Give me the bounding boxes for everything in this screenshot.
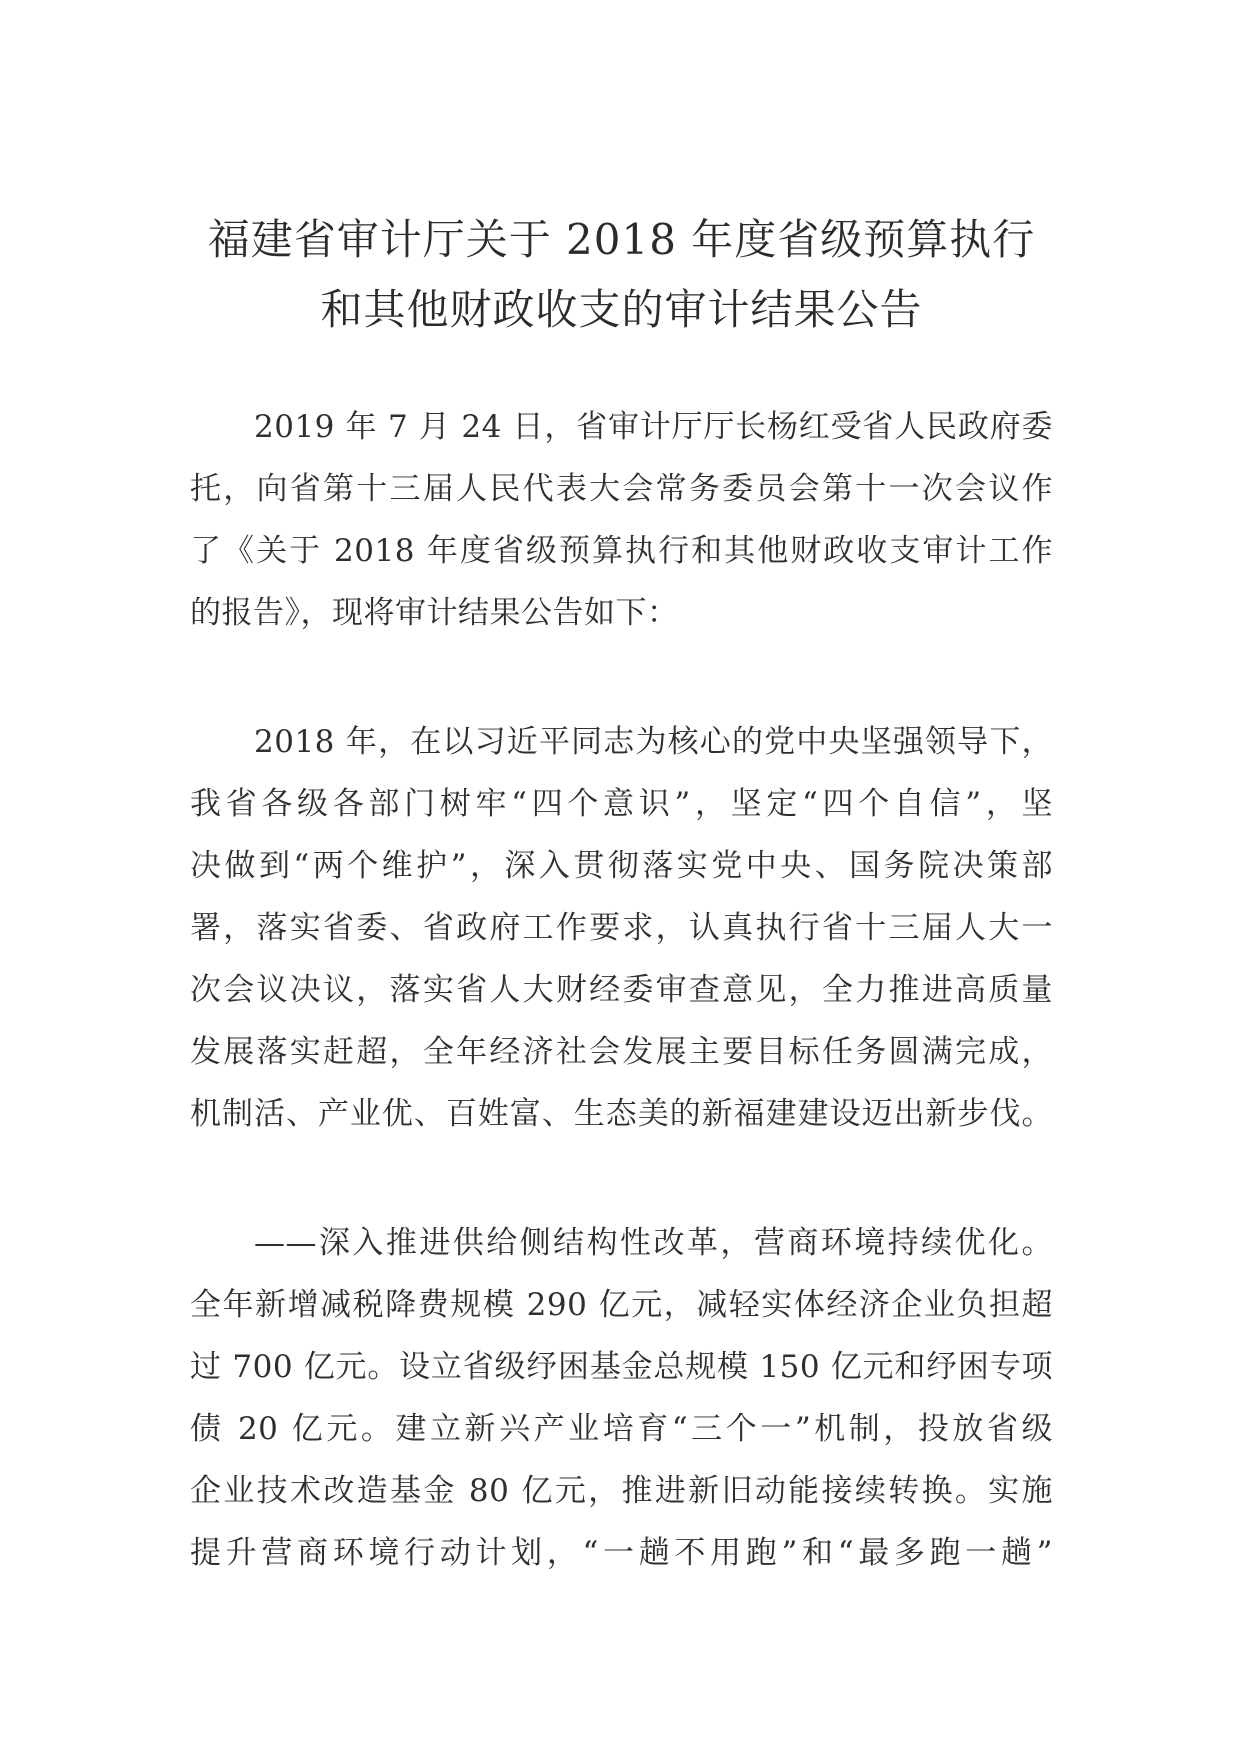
text-line: 债 20 亿元。建立新兴产业培育“三个一”机制，投放省级	[190, 1411, 1053, 1447]
text-line: 发展落实赶超，全年经济社会发展主要目标任务圆满完成，	[190, 1034, 1053, 1070]
text-line: 全年新增减税降费规模 290 亿元，减轻实体经济企业负担超	[190, 1287, 1053, 1323]
title-line: 福建省审计厅关于 2018 年度省级预算执行	[207, 215, 1036, 264]
text-line: 次会议决议，落实省人大财经委审查意见，全力推进高质量	[190, 972, 1053, 1008]
text-line: ——深入推进供给侧结构性改革，营商环境持续优化。	[254, 1225, 1053, 1261]
text-line: 2019 年 7 月 24 日，省审计厅厅长杨红受省人民政府委	[254, 409, 1053, 445]
text-line: 提升营商环境行动计划，“一趟不用跑”和“最多跑一趟”	[190, 1535, 1053, 1571]
text-line: 过 700 亿元。设立省级纾困基金总规模 150 亿元和纾困专项	[190, 1349, 1053, 1385]
document-title	[190, 205, 1053, 345]
title-line: 和其他财政收支的审计结果公告	[320, 285, 923, 334]
text-line: 的报告》，现将审计结果公告如下：	[190, 595, 679, 631]
paragraph-announcement	[190, 396, 1053, 644]
text-line: 企业技术改造基金 80 亿元，推进新旧动能接续转换。实施	[190, 1473, 1053, 1509]
text-line: 2018 年，在以习近平同志为核心的党中央坚强领导下，	[254, 724, 1053, 760]
text-line: 了《关于 2018 年度省级预算执行和其他财政收支审计工作	[190, 533, 1053, 569]
paragraph-overview	[190, 711, 1053, 1145]
text-line: 机制活、产业优、百姓富、生态美的新福建建设迈出新步伐。	[190, 1096, 1053, 1132]
paragraph-supply-side-reform	[190, 1212, 1053, 1584]
text-line: 署，落实省委、省政府工作要求，认真执行省十三届人大一	[190, 910, 1053, 946]
text-line: 托，向省第十三届人民代表大会常务委员会第十一次会议作	[190, 471, 1053, 507]
text-line: 我省各级各部门树牢“四个意识”，坚定“四个自信”，坚	[190, 786, 1053, 822]
text-line: 决做到“两个维护”，深入贯彻落实党中央、国务院决策部	[190, 848, 1053, 884]
